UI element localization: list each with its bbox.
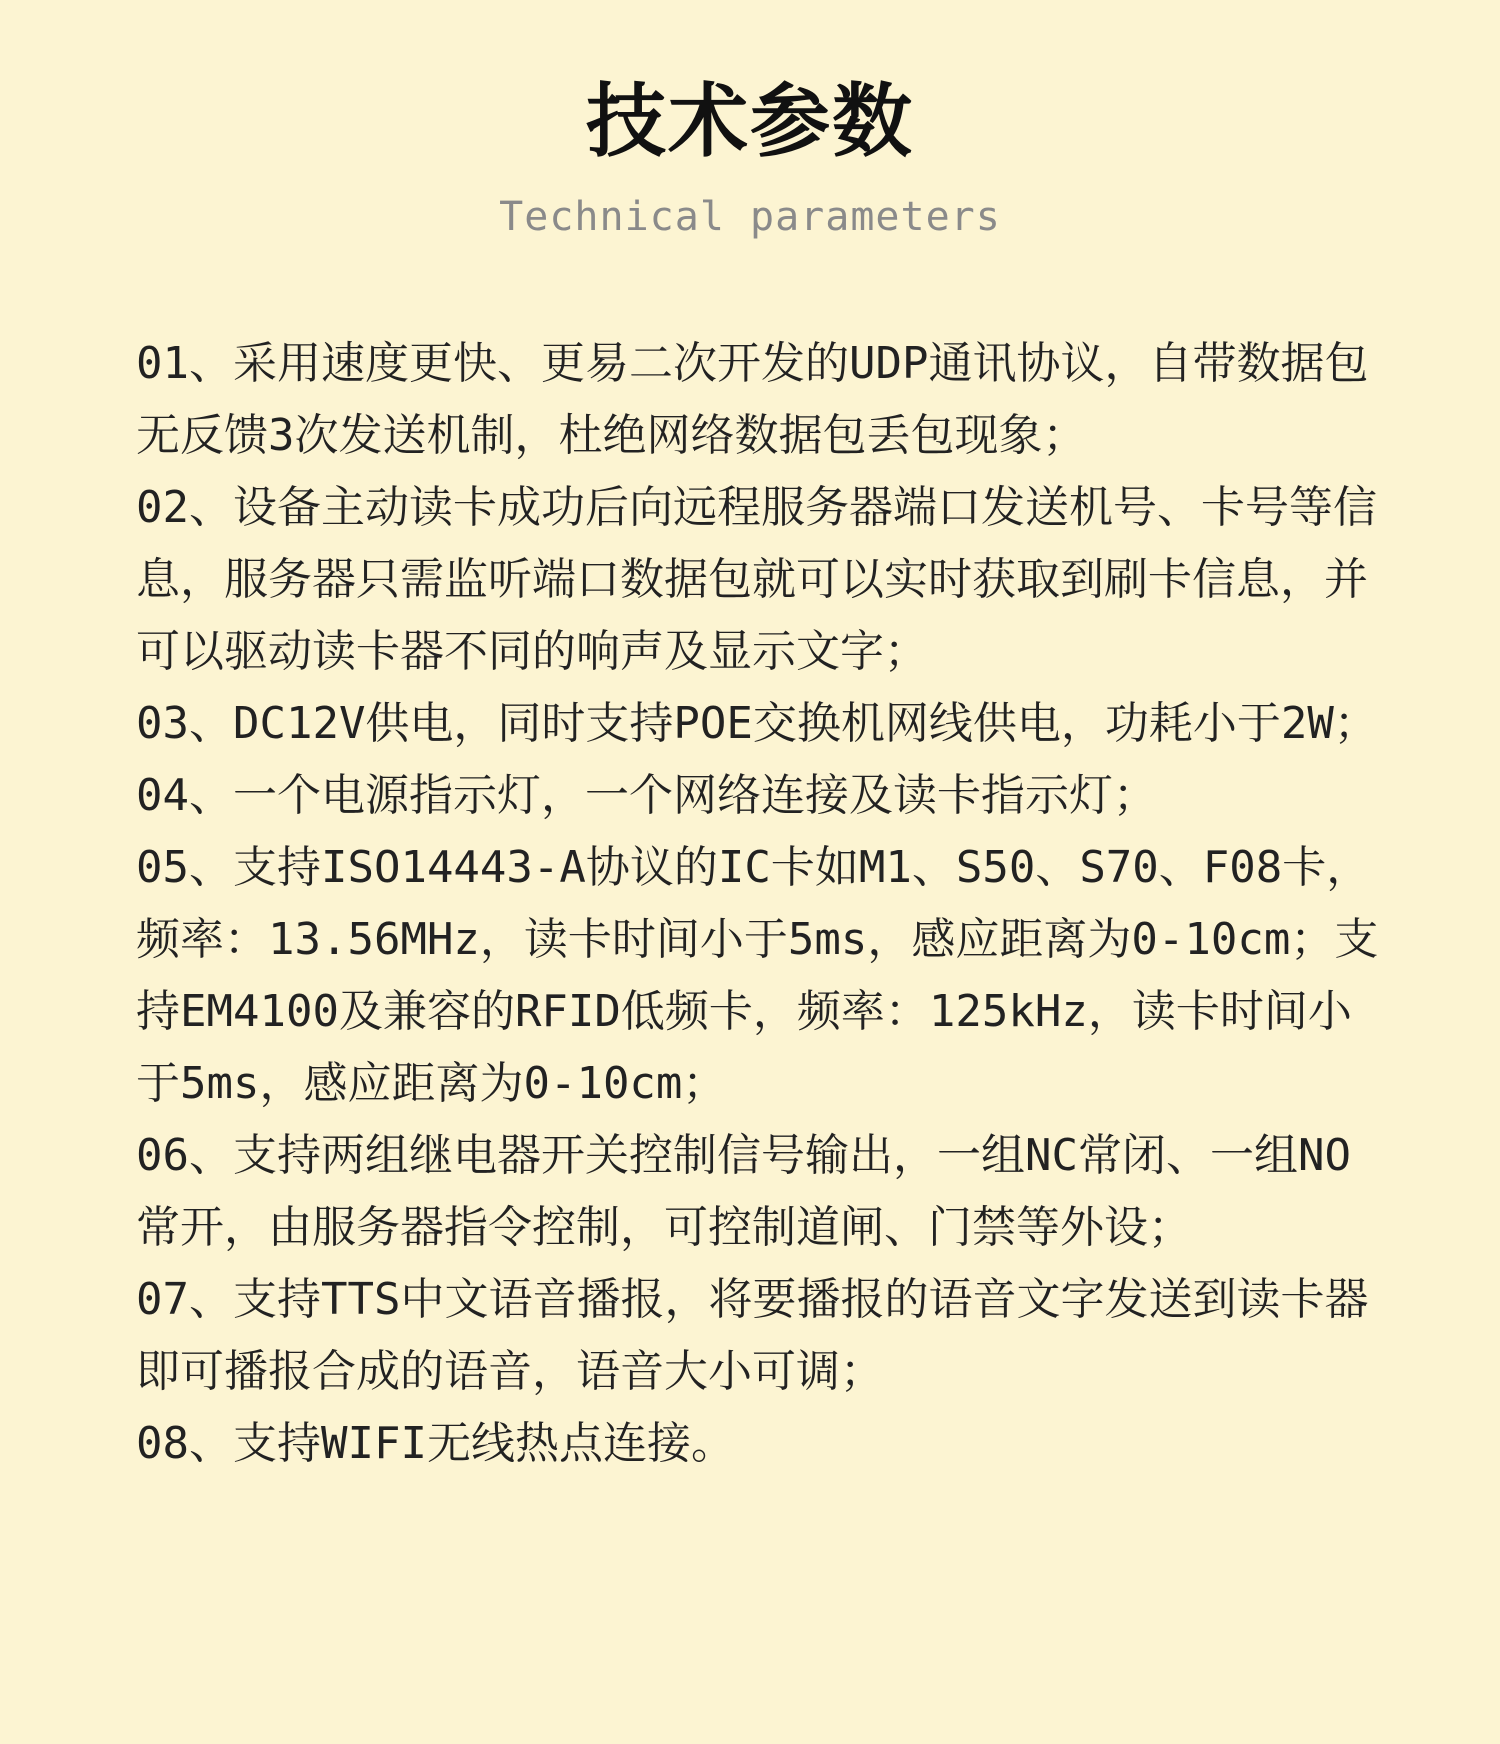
parameter-item-04: 04、一个电源指示灯，一个网络连接及读卡指示灯； bbox=[136, 770, 1157, 821]
parameter-list bbox=[136, 328, 1386, 1480]
parameter-item-06: 06、支持两组继电器开关控制信号输出，一组NC常闭、一组NO常开，由服务器指令控制，可控制道闸、门禁等外设； bbox=[136, 1130, 1351, 1253]
parameter-item-01: 01、采用速度更快、更易二次开发的UDP通讯协议，自带数据包无反馈3次发送机制，杜绝网络数据包丢包现象； bbox=[136, 338, 1369, 461]
parameter-item-08: 08、支持WIFI无线热点连接。 bbox=[136, 1418, 735, 1469]
parameter-item-03: 03、DC12V供电，同时支持POE交换机网线供电，功耗小于2W； bbox=[136, 698, 1378, 749]
parameter-item-02: 02、设备主动读卡成功后向远程服务器端口发送机号、卡号等信息，服务器只需监听端口数据包就可以实时获取到刷卡信息，并可以驱动读卡器不同的响声及显示文字； bbox=[136, 482, 1377, 677]
parameter-item-07: 07、支持TTS中文语音播报，将要播报的语音文字发送到读卡器即可播报合成的语音，语音大小可调； bbox=[136, 1274, 1369, 1397]
page-title: 技术参数 bbox=[586, 75, 914, 168]
page-subtitle: Technical parameters bbox=[499, 194, 1001, 240]
parameter-item-05: 05、支持ISO14443-A协议的IC卡如M1、S50、S70、F08卡，频率：13.56MHz，读卡时间小于5ms，感应距离为0-10cm；支持EM4100及兼容的RFID低频卡，频率：125kHz，读卡时间小于5ms，感应距离为0-10cm； bbox=[136, 842, 1379, 1109]
